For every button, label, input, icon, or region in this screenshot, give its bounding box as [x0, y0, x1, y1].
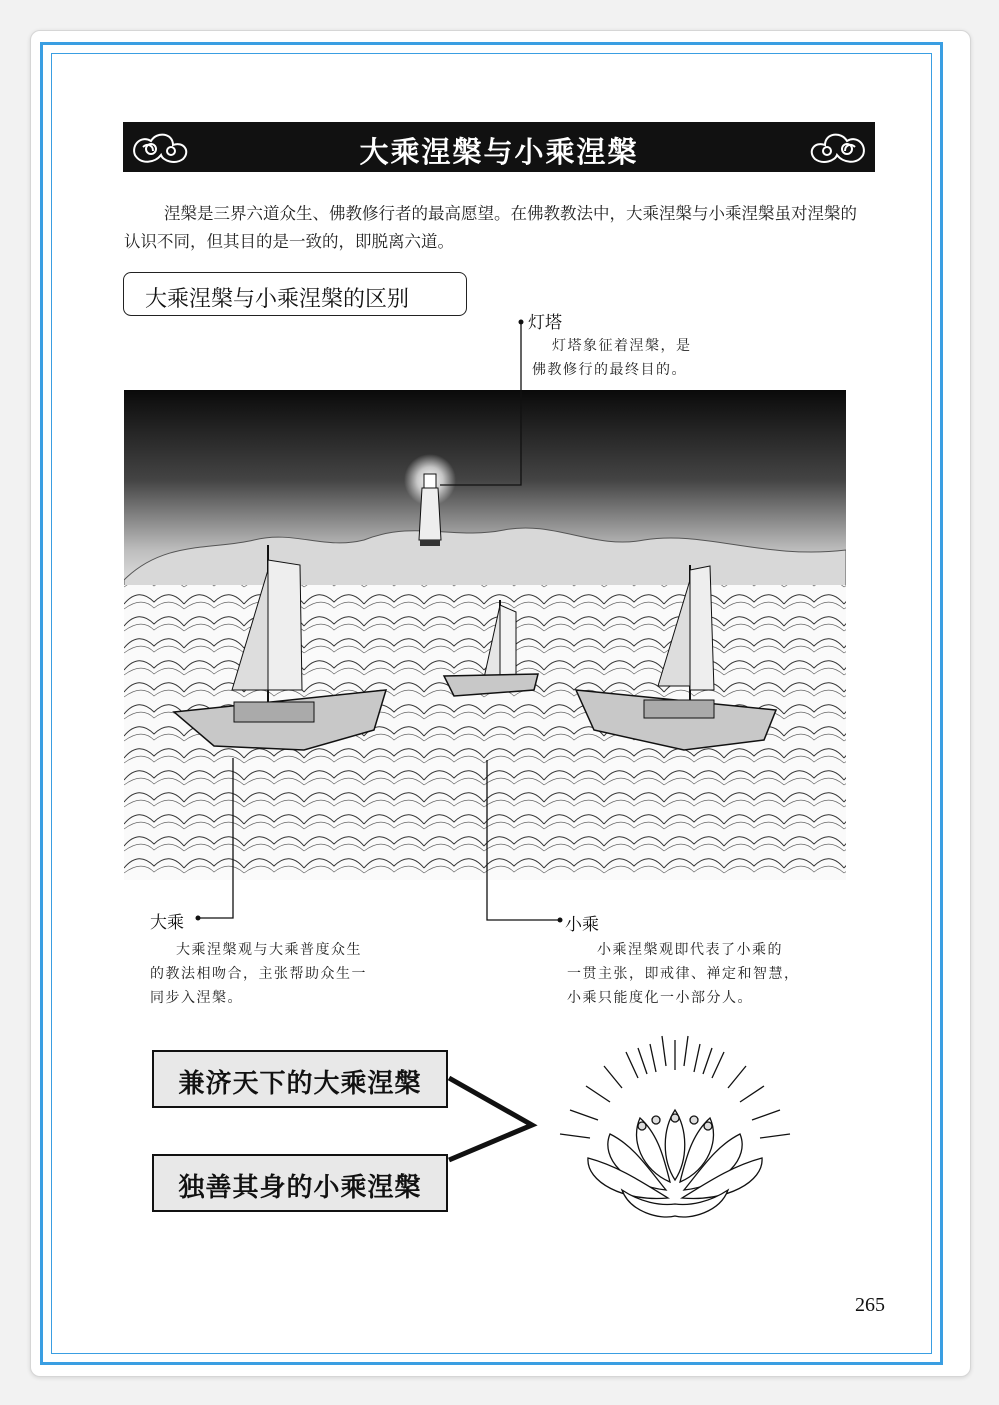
title-banner — [123, 122, 875, 172]
section-heading: 大乘涅槃与小乘涅槃的区别 — [123, 272, 467, 316]
page-title: 大乘涅槃与小乘涅槃 — [359, 135, 639, 169]
lighthouse-desc-line1: 灯塔象征着涅槃，是 — [552, 338, 692, 354]
hinayana-desc-line1: 小乘涅槃观即代表了小乘的 — [597, 942, 783, 958]
cloud-ornament-right-icon — [799, 125, 871, 169]
hinayana-desc-line3: 小乘只能度化一小部分人。 — [567, 990, 753, 1006]
mahayana-desc-line2: 的教法相吻合，主张帮助众生一 — [150, 966, 367, 982]
intro-paragraph: 涅槃是三界六道众生、佛教修行者的最高愿望。在佛教教法中，大乘涅槃与小乘涅槃虽对涅槃的认识不同，但其目的是一致的，即脱离六道。 — [124, 204, 857, 251]
mahayana-label: 大乘 — [150, 913, 184, 933]
hinayana-nirvana-box: 独善其身的小乘涅槃 — [152, 1154, 448, 1212]
mahayana-desc-line1: 大乘涅槃观与大乘普度众生 — [176, 942, 362, 958]
page-number: 265 — [855, 1294, 885, 1316]
mahayana-desc-line3: 同步入涅槃。 — [150, 990, 243, 1006]
hinayana-label: 小乘 — [565, 915, 599, 935]
mahayana-nirvana-box: 兼济天下的大乘涅槃 — [152, 1050, 448, 1108]
lighthouse-label: 灯塔 — [528, 313, 562, 333]
sea-illustration — [124, 390, 846, 880]
hinayana-desc-line2: 一贯主张，即戒律、禅定和智慧， — [567, 966, 800, 982]
lighthouse-desc-line2: 佛教修行的最终目的。 — [532, 362, 687, 378]
lotus-icon — [530, 1030, 820, 1250]
